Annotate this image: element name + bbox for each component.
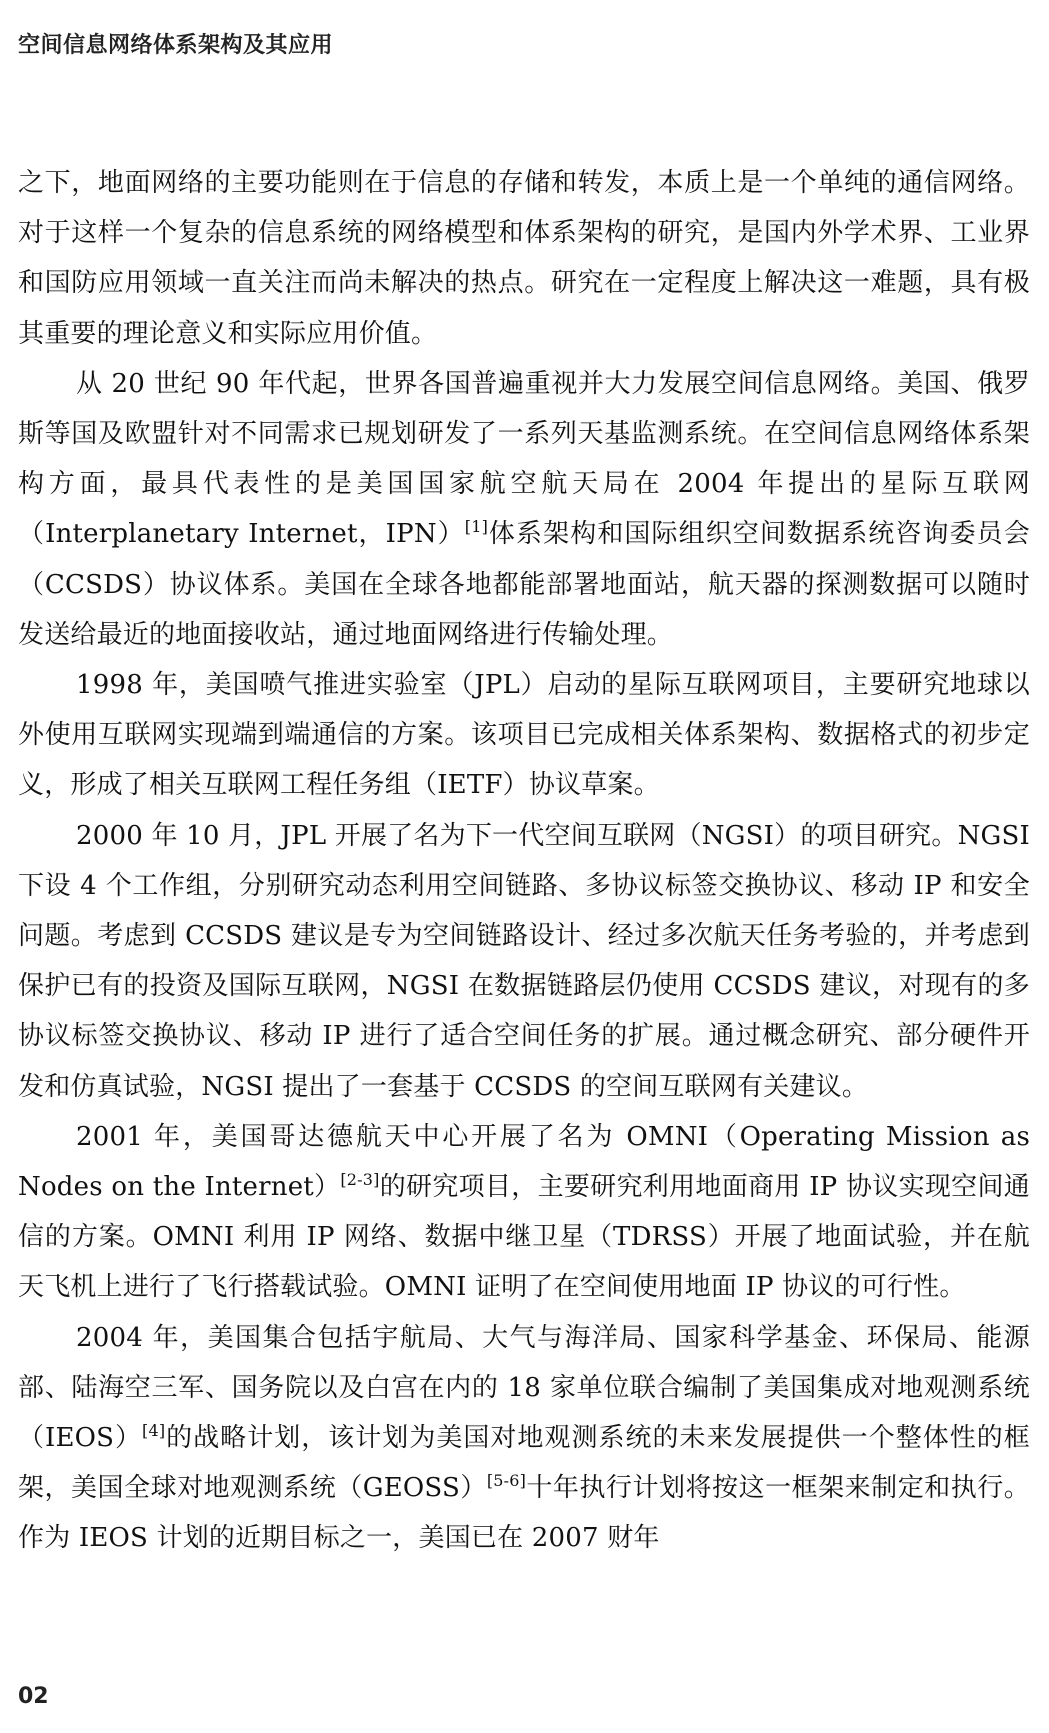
paragraph-text: 之下，地面网络的主要功能则在于信息的存储和转发，本质上是一个单纯的通信网络。对于这样一个复杂的信息系统的网络模型和体系架构的研究，是国内外学术界、工业界和国防应用领域一直关注而尚未解决的热点。研究在一定程度上解决这一难题，具有极其重要的理论意义和实际应用价值。 [18,168,1030,349]
paragraph-text: 从 20 世纪 90 年代起，世界各国普遍重视并大力发展空间信息网络。美国、俄罗斯等国及欧盟针对不同需求已规划研发了一系列天基监测系统。在空间信息网络体系架构方面，最具代表性的是美国国家航空航天局在 2004 年提出的星际互联网（Interplanetary Internet，IPN） [18,368,1030,550]
citation-marker: [2-3] [340,1170,380,1190]
paragraph-text: 体系架构和国际组织空间数据系统咨询委员会（CCSDS）协议体系。美国在全球各地都能部署地面站，航天器的探测数据可以随时发送给最近的地面接收站，通过地面网络进行传输处理。 [18,519,1030,650]
paragraph [18,1112,1030,1313]
paragraph-text: 1998 年，美国喷气推进实验室（JPL）启动的星际互联网项目，主要研究地球以外使用互联网实现端到端通信的方案。该项目已完成相关体系架构、数据格式的初步定义，形成了相关互联网工程任务组（IETF）协议草案。 [18,670,1030,801]
paragraph [18,1313,1030,1564]
citation-marker: [1] [464,517,489,537]
paragraph-text: 十年执行计划将按这一框架来制定和执行。作为 IEOS 计划的近期目标之一，美国已在 2007 财年 [18,1473,1030,1554]
paragraph-text: 2000 年 10 月，JPL 开展了名为下一代空间互联网（NGSI）的项目研究。NGSI 下设 4 个工作组，分别研究动态利用空间链路、多协议标签交换协议、移动 IP 和安全问题。考虑到 CCSDS 建议是专为空间链路设计、经过多次航天任务考验的，并考虑到保护已有的投资及国际互联网，NGSI 在数据链路层仍使用 CCSDS 建议，对现有的多协议标签交换协议、移动 IP 进行了适合空间任务的扩展。通过概念研究、部分硬件开发和仿真试验，NGSI 提出了一套基于 CCSDS 的空间互联网有关建议。 [18,820,1030,1102]
paragraph [18,359,1030,660]
paragraph [18,158,1030,359]
paragraph-text: 2004 年，美国集合包括宇航局、大气与海洋局、国家科学基金、环保局、能源部、陆海空三军、国务院以及白宫在内的 18 家单位联合编制了美国集成对地观测系统（IEOS） [18,1322,1030,1454]
citation-marker: [5-6] [486,1471,527,1491]
page-number: 02 [18,1684,49,1709]
paragraph-text: 的研究项目，主要研究利用地面商用 IP 协议实现空间通信的方案。OMNI 利用 IP 网络、数据中继卫星（TDRSS）开展了地面试验，并在航天飞机上进行了飞行搭载试验。OMNI 证明了在空间使用地面 IP 协议的可行性。 [18,1172,1030,1303]
paragraph-text: 2001 年，美国哥达德航天中心开展了名为 OMNI（Operating Mission as Nodes on the Internet） [18,1121,1030,1203]
citation-marker: [4] [142,1421,166,1441]
paragraph [18,811,1030,1112]
body-text [18,158,1030,1564]
paragraph-text: 的战略计划，该计划为美国对地观测系统的未来发展提供一个整体性的框架，美国全球对地观测系统（GEOSS） [18,1423,1030,1504]
paragraph [18,660,1030,811]
running-header-title: 空间信息网络体系架构及其应用 [18,33,334,58]
